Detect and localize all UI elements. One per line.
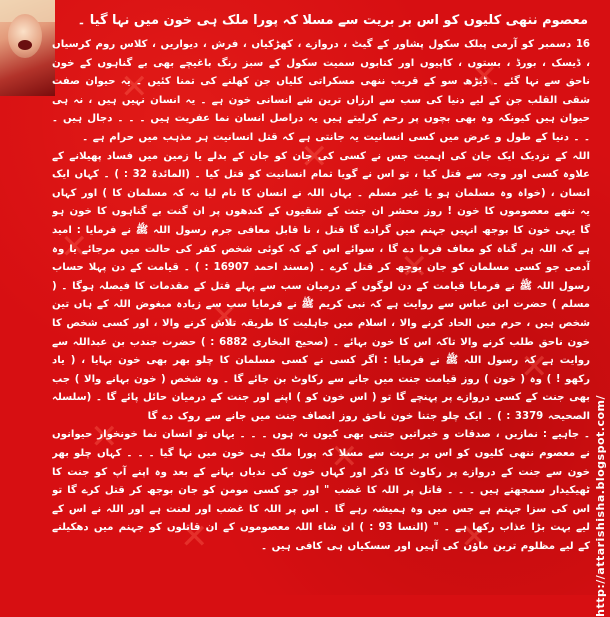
photo-face (8, 14, 42, 58)
decoration-mark: ✕ (470, 57, 499, 97)
decoration-mark: ✕ (120, 67, 149, 107)
article-paragraph-3: ۔ جاہیے : نمازیں ، صدقات و خیراتیں جتنی بھی کیوں نہ ہوں ۔ ۔ ۔ یہاں تو انسان نما خونخوار حیوانوں نے معصوم ننھی کلیوں کو اس بر بریت سے مسلا کہ پورا ملک ہی خون میں نہا گیا ۔ ۔ ۔ کہاں چلو بھر خون سے جنت کے دروازے پر رکاوٹ کا ذکر اور کہاں خون کی ندیاں بہانے کے بعد وہ اپنے آپ کو جنت کا ٹھیکیدار سمجھتے ہیں ۔ ۔ ۔ قاتل پر اللہ کا غضب " اور جو کسی مومن کو جان بوجھ کر قتل کرے گا تو اس کی سزا جہنم ہے جس میں وہ ہمیشہ رہے گا ۔ اس پر اللہ کا غضب اور لعنت ہے اور اللہ نے اس کے لیے بہت بڑا عذاب رکھا ہے ۔ " (النسا 93 : ) ان شاء اللہ معصوموں کے ان قاتلوں کو جہنم میں دھکیلنے کے لیے مظلوم ترین ماؤں کی آہیں اور سسکیاں ہی کافی ہیں ۔ (52, 429, 591, 553)
decoration-mark: ✕ (210, 297, 239, 337)
decoration-mark: ✕ (90, 417, 119, 457)
article-content (52, 8, 592, 590)
decoration-mark: ✕ (60, 227, 89, 267)
decoration-mark: ✕ (180, 517, 209, 557)
crying-child-photo (0, 0, 55, 96)
decoration-mark: ✕ (330, 437, 359, 477)
decoration-mark: ✕ (520, 347, 549, 387)
decoration-mark: ✕ (300, 137, 329, 177)
decoration-mark: ✕ (400, 247, 429, 287)
article-paragraph-2: اللہ کے نزدیک ایک جان کی اہمیت جس نے کسی کی جان کو جان کے بدلے یا زمین میں فساد پھیلانے کے علاوہ کسی اور وجہ سے قتل کیا ، تو اس نے گویا تمام انسانیت کو قتل کیا ۔ (المائدۃ 32 : ) ۔ کہاں ایک انسان ، (خواہ وہ مسلمان ہو یا غیر مسلم ۔ یہاں اللہ نے انسان کا نام لیا نہ کہ مسلمان کا ) اور کہاں یہ ننھے معصوموں کا خون ! روز محشر ان جنت کے شقیوں کے کندھوں پر ان گنت بے گناہوں کا خون ہو گا یہی خون کا بوجھ انہیں جہنم میں گرادے گا قتل ، نا قابل معافی جرم رسول اللہ ﷺ نے فرمایا : امید ہے کہ اللہ ہر گناہ کو معاف فرما دے گا ، سوائے اس کے کہ کوئی شخص کفر کی حالت میں مرجائے یا وہ آدمی جو کسی مسلمان کو جان بوجھ کر قتل کرے ۔ (مسند احمد 16907 : ) ۔ قیامت کے دن پہلا حساب رسول اللہ ﷺ نے فرمایا قیامت کے دن لوگوں کے درمیان سب سے پہلے قتل کے مقدمات کا فیصلہ ہوگا ۔ ( مسلم ) حضرت ابن عباس سے روایت ہے کہ نبی کریم ﷺ نے فرمایا سب سے زیادہ مبغوض اللہ کے ہاں تین شخص ہیں ، حرم میں الحاد کرنے والا ، اسلام میں جاہلیت کا طریقہ تلاش کرنے والا ، اور کسی شخص کا خون ناحق طلب کرنے والا تاکہ اس کا خون بہائے ۔ (صحیح البخاری 6882 : ) حضرت جندب بن عبداللہ سے روایت ہے کہ رسول اللہ ﷺ نے فرمایا : اگر کسی نے کسی مسلمان کا چلو بھر بھی خون بہایا ، ( یاد رکھو ! ) وہ ( خون ) روز قیامت جنت میں جانے سے رکاوٹ بن جائے گا ۔ وہ شخص ( خون بہانے والا ) جب بھی جنت کے کسی دروازے پر پہنچے گا تو ( اس خون کو ) اپنے اور جنت کے درمیان حائل پائے گا ۔ (سلسلہ الصحیحہ 3379 : ) ۔ ایک چلو جتنا خون ناحق روز انصاف جنت میں جانے سے روک دے گا (52, 150, 591, 422)
article-paragraph-1: 16 دسمبر کو آرمی پبلک سکول پشاور کے گیٹ ، دروازے ، کھڑکیاں ، فرش ، دیواریں ، کلاس روم کرسیاں ، ڈیسک ، بورڈ ، بستوں ، کاپیوں اور کتابوں سمیت سکول کے سبز رنگ باغیچے بھی بے گناہوں کے خون ناحق سے نہا گئے ۔ ڈیڑھ سو کے قریب ننھی مسکراتی کلیاں جن کھلنے کی تمنا کئیں ۔ یہ حیوان صفت شقی القلب جن کے لیے دنیا کی سب سے ارزاں ترین شے انسانی خون ہے ۔ یہ انسان نہیں ہیں ، نہ ہی حیوان ہیں کیونکہ وہ بھی بچوں پر رحم کرلیتے ہیں یہ دراصل انسان نما عفریت ہیں ۔ ۔ ۔ دجال ہیں ۔ ۔ ۔ دنیا کے طول و عرض میں کسی انسانیت یہ جانتی ہے کہ قتل انسانیت ہر مذہب میں حرام ہے ۔ (52, 39, 590, 143)
decoration-mark: ✕ (460, 517, 489, 557)
photo-mouth (18, 40, 32, 50)
article-title: معصوم ننھی کلیوں کو اس بر بریت سے مسلا کہ پورا ملک ہی خون میں نہا گیا ۔ (77, 13, 588, 28)
blog-url-link[interactable]: http://attarishisha.blogspot.com/ (594, 395, 607, 617)
